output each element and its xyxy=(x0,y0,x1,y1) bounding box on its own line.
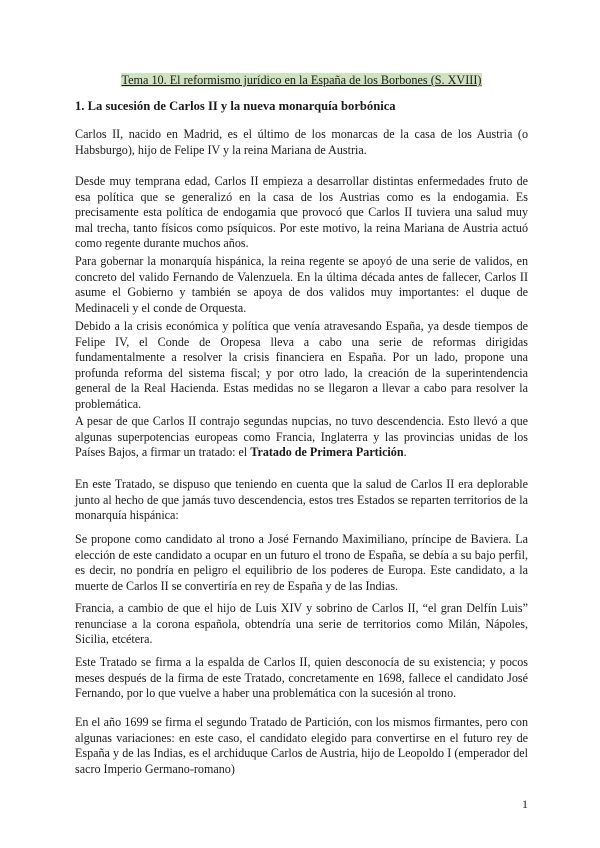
paragraph-4: Debido a la crisis económica y política que venía atravesando España, ya desde tiempos de Felipe IV, el Conde de Oropesa lleva a cabo una serie de reformas dirigidas fundamentalmente a resolver la crisis financiera en España. Por un lado, propone una profunda reforma del sistema fiscal; y por otro lado, la creación de la superintendencia general de la Real Hacienda. Estas medidas no se llegaron a llevar a cabo para resolver la problemática. xyxy=(75,319,528,411)
paragraph-2: Desde muy temprana edad, Carlos II empieza a desarrollar distintas enfermedades fruto de esa política que se generalizó en la casa de los Austrias como es la endogamia. Es precisamente esta política de endogamia que provocó que Carlos II tuviera una salud muy mal trecha, tanto físicos como psíquicos. Por este motivo, la reina Mariana de Austria actuó como regente durante muchos años. xyxy=(75,174,528,251)
document-title xyxy=(75,72,528,88)
paragraph-8: Francia, a cambio de que el hijo de Luis XIV y sobrino de Carlos II, “el gran Delfín Luis” renunciase a la corona española, obtendría una serie de territorios como Milán, Nápoles, Sicilia, etcétera. xyxy=(75,601,528,647)
paragraph-5 xyxy=(75,414,528,461)
paragraph-6: En este Tratado, se dispuso que teniendo en cuenta que la salud de Carlos II era deplorable junto al hecho de que jamás tuvo descendencia, estos tres Estados se reparten territorios de la monarquía hispánica: xyxy=(75,477,528,523)
paragraph-3: Para gobernar la monarquía hispánica, la reina regente se apoyó de una serie de validos, en concreto del valido Fernando de Valenzuela. En la última década antes de fallecer, Carlos II asume el Gobierno y también se apoya de dos validos muy importantes: el duque de Medinaceli y el conde de Orquesta. xyxy=(75,254,528,315)
section-heading: 1. La sucesión de Carlos II y la nueva monarquía borbónica xyxy=(75,99,396,113)
paragraph-7: Se propone como candidato al trono a José Fernando Maximiliano, príncipe de Baviera. La elección de este candidato a ocupar en un futuro el trono de España, se debía a su bajo perfil, es decir, no pondría en peligro el equilibrio de los poderes de Europa. Este candidato, a la muerte de Carlos II se convertiría en rey de España y de las Indias. xyxy=(75,532,528,593)
paragraph-10: En el año 1699 se firma el segundo Tratado de Partición, con los mismos firmantes, pero con algunas variaciones: en este caso, el candidato elegido para convertirse en el futuro rey de España y de las Indias, es el archiduque Carlos de Austria, hijo de Leopoldo I (emperador del sacro Imperio Germano-romano) xyxy=(75,715,528,776)
paragraph-9: Este Tratado se firma a la espalda de Carlos II, quien desconocía de su existencia; y pocos meses después de la firma de este Tratado, concretamente en 1698, fallece el candidato José Fernando, por lo que vuelve a haber una problemática con la sucesión al trono. xyxy=(75,655,528,701)
page-number: 1 xyxy=(522,797,528,811)
document-title-text: Tema 10. El reformismo jurídico en la España de los Borbones (S. XVIII) xyxy=(121,73,482,87)
paragraph-5-tail: . xyxy=(403,445,407,460)
treaty-name: Tratado de Primera Partición xyxy=(250,445,404,460)
paragraph-5-text: A pesar de que Carlos II contrajo segundas nupcias, no tuvo descendencia. Esto llevó a que algunas superpotencias europeas como Francia, Inglaterra y las provincias unidas de los Países Bajos, a firmar un tratado: el xyxy=(75,414,528,460)
paragraph-1: Carlos II, nacido en Madrid, es el último de los monarcas de la casa de los Austria (o Habsburgo), hijo de Felipe IV y la reina Mariana de Austria. xyxy=(75,127,528,157)
